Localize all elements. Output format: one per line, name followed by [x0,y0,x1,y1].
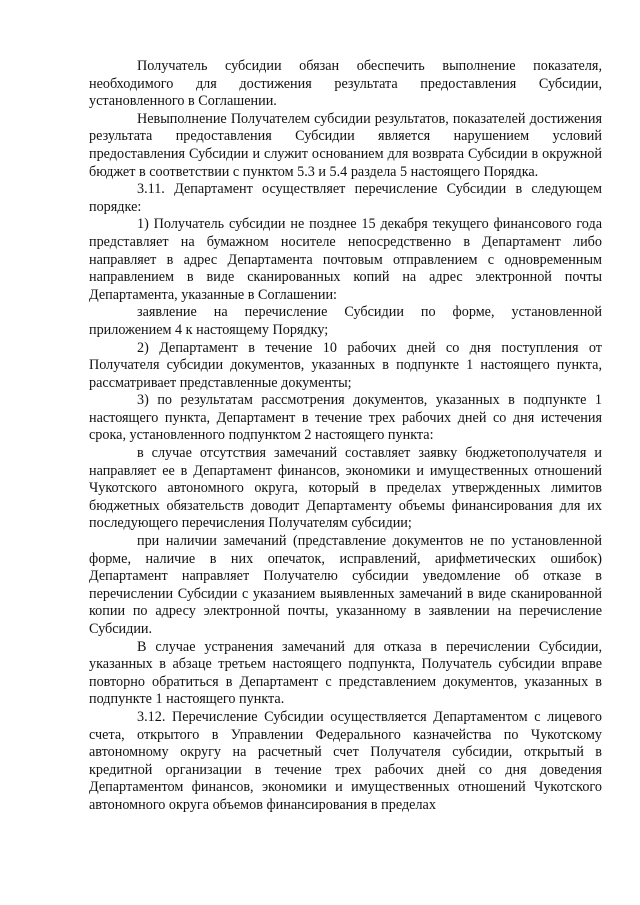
paragraph-application: заявление на перечисление Субсидии по форме, установленной приложением 4 к настоящему Порядку; [89,304,602,338]
paragraph-3-12: 3.12. Перечисление Субсидии осуществляется Департаментом с лицевого счета, открытого в Управлении Федерального казначейства по Чукотскому автономному округу на расчетный счет Получателя субсидии, открытый в кредитной организации в течение трех рабочих дней со дня доведения Департаментом финансов, экономики и имущественных отношений Чукотского автономного округа объемов финансирования в пределах [89,708,602,813]
paragraph-subitem-1: 1) Получатель субсидии не позднее 15 декабря текущего финансового года представляет на бумажном носителе непосредственно в Департамент либо направляет в адрес Департамента почтовым отправлением с одновременным направлением в виде сканированных копий на адрес электронной почты Департамента, указанные в Соглашении: [89,216,602,303]
paragraph-remarks-resolved: В случае устранения замечаний для отказа в перечислении Субсидии, указанных в абзаце третьем настоящего подпункта, Получатель субсидии вправе повторно обратиться в Департамент с представлением документов, указанных в подпункте 1 настоящего пункта. [89,638,602,708]
paragraph-subitem-2: 2) Департамент в течение 10 рабочих дней со дня поступления от Получателя субсидии документов, указанных в подпункте 1 настоящего пункта, рассматривает представленные документы; [89,339,602,391]
paragraph-no-remarks: в случае отсутствия замечаний составляет заявку бюджетополучателя и направляет ее в Департамент финансов, экономики и имущественных отношений Чукотского автономного округа, который в пределах утвержденных лимитов бюджетных обязательств доводит Департаменту объемы финансирования для их последующего перечисления Получателям субсидии; [89,445,602,532]
paragraph-indicator-obligation: Получатель субсидии обязан обеспечить выполнение показателя, необходимого для достижения результата предоставления Субсидии, установленного в Соглашении. [89,58,602,110]
paragraph-subitem-3: 3) по результатам рассмотрения документов, указанных в подпункте 1 настоящего пункта, Департамент в течение трех рабочих дней со дня истечения срока, установленного подпунктом 2 настоящего пункта: [89,392,602,444]
paragraph-3-11: 3.11. Департамент осуществляет перечисление Субсидии в следующем порядке: [89,181,602,215]
paragraph-with-remarks: при наличии замечаний (представление документов не по установленной форме, наличие в них опечаток, исправлений, арифметических ошибок) Департамент направляет Получателю субсидии уведомление об отказе в перечислении Субсидии с указанием выявленных замечаний в виде сканированной копии по адресу электронной почты, указанному в заявлении на перечисление Субсидии. [89,533,602,637]
paragraph-non-fulfillment: Невыполнение Получателем субсидии результатов, показателей достижения результата предоставления Субсидии является нарушением условий предоставления Субсидии и служит основанием для возврата Субсидии в окружной бюджет в соответствии с пунктом 5.3 и 5.4 раздела 5 настоящего Порядка. [89,110,602,180]
document-page [89,58,602,815]
